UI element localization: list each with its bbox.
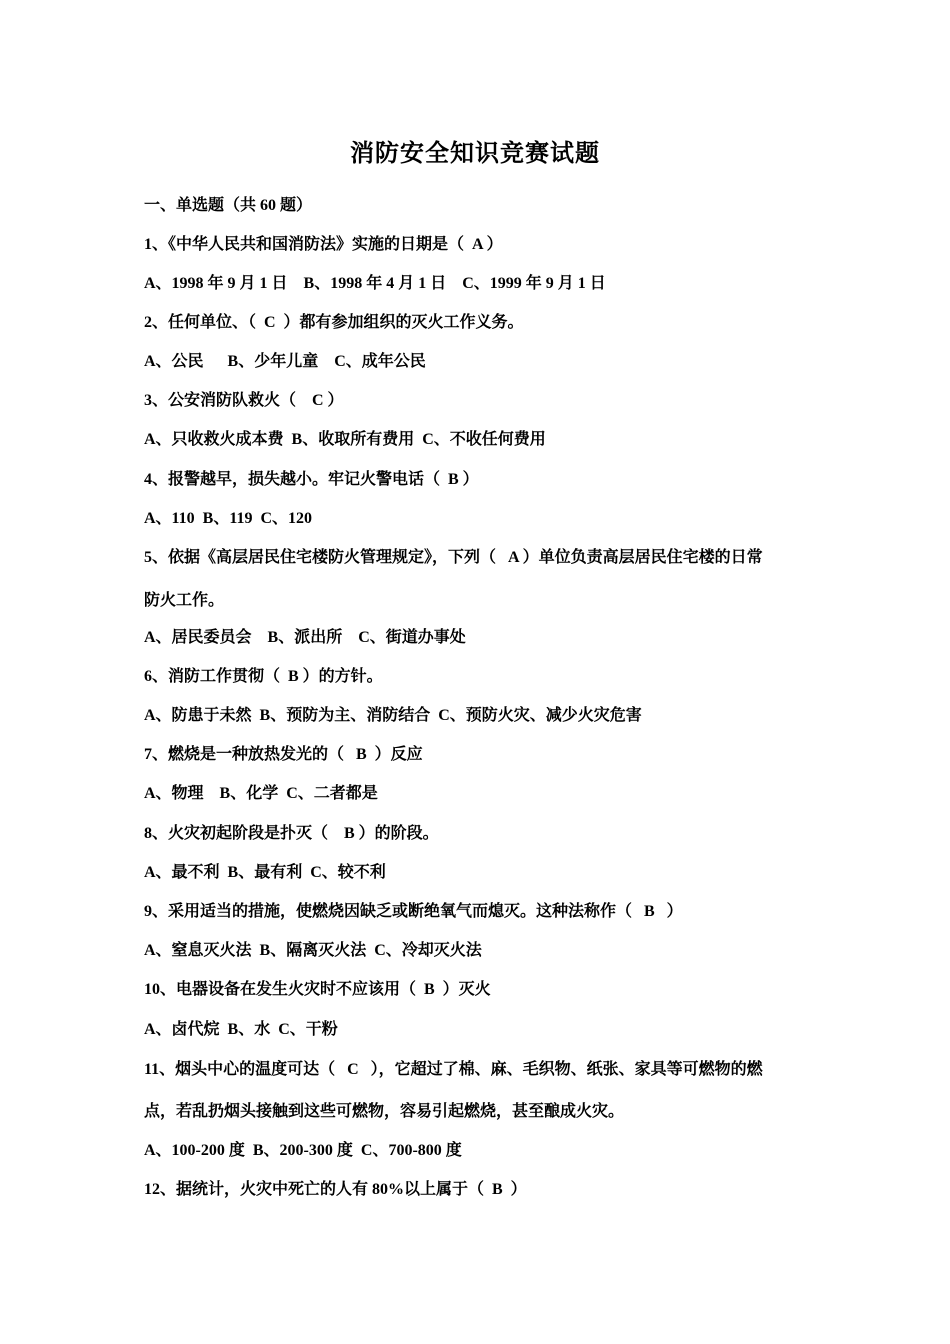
options-1: A、1998 年 9 月 1 日 B、1998 年 4 月 1 日 C、1999 年 9 月 1 日 <box>144 275 606 292</box>
options-8: A、最不利 B、最有利 C、较不利 <box>144 864 386 881</box>
options-4: A、110 B、119 C、120 <box>144 510 313 527</box>
options-6: A、防患于未然 B、预防为主、消防结合 C、预防火灾、减少火灾危害 <box>144 707 642 724</box>
question-2: 2、任何单位、（ C ）都有参加组织的灭火工作义务。 <box>144 314 524 331</box>
question-11: 11、烟头中心的温度可达（ C ），它超过了棉、麻、毛织物、纸张、家具等可燃物的燃 <box>144 1061 763 1078</box>
document-title: 消防安全知识竞赛试题 <box>350 141 600 167</box>
options-5: A、居民委员会 B、派出所 C、街道办事处 <box>144 629 466 646</box>
options-10: A、卤代烷 B、水 C、干粉 <box>144 1021 338 1038</box>
question-8: 8、火灾初起阶段是扑灭（ B ）的阶段。 <box>144 825 439 842</box>
options-9: A、窒息灭火法 B、隔离灭火法 C、冷却灭火法 <box>144 942 482 959</box>
options-7: A、物理 B、化学 C、二者都是 <box>144 785 378 802</box>
question-5-cont: 防火工作。 <box>144 592 225 609</box>
question-5: 5、依据《高层居民住宅楼防火管理规定》，下列（ A ）单位负责高层居民住宅楼的日常 <box>144 549 763 566</box>
options-3: A、只收救火成本费 B、收取所有费用 C、不收任何费用 <box>144 431 546 448</box>
question-6: 6、消防工作贯彻（ B ）的方针。 <box>144 668 383 685</box>
question-3: 3、公安消防队救火（ C ） <box>144 392 344 409</box>
options-2: A、公民 B、少年儿童 C、成年公民 <box>144 353 426 370</box>
question-9: 9、采用适当的措施，使燃烧因缺乏或断绝氧气而熄灭。这种法称作（ B ） <box>144 903 683 920</box>
question-10: 10、电器设备在发生火灾时不应该用（ B ）灭火 <box>144 981 491 998</box>
question-11-cont: 点，若乱扔烟头接触到这些可燃物，容易引起燃烧，甚至酿成火灾。 <box>144 1103 625 1120</box>
question-12: 12、据统计，火灾中死亡的人有 80%以上属于（ B ） <box>144 1181 527 1198</box>
question-4: 4、报警越早，损失越小。牢记火警电话（ B ） <box>144 471 479 488</box>
options-11: A、100-200 度 B、200-300 度 C、700-800 度 <box>144 1142 462 1159</box>
question-7: 7、燃烧是一种放热发光的（ B ）反应 <box>144 746 423 763</box>
question-1: 1、《中华人民共和国消防法》实施的日期是（ A ） <box>144 236 503 253</box>
section-heading: 一、单选题（共 60 题） <box>144 197 313 214</box>
